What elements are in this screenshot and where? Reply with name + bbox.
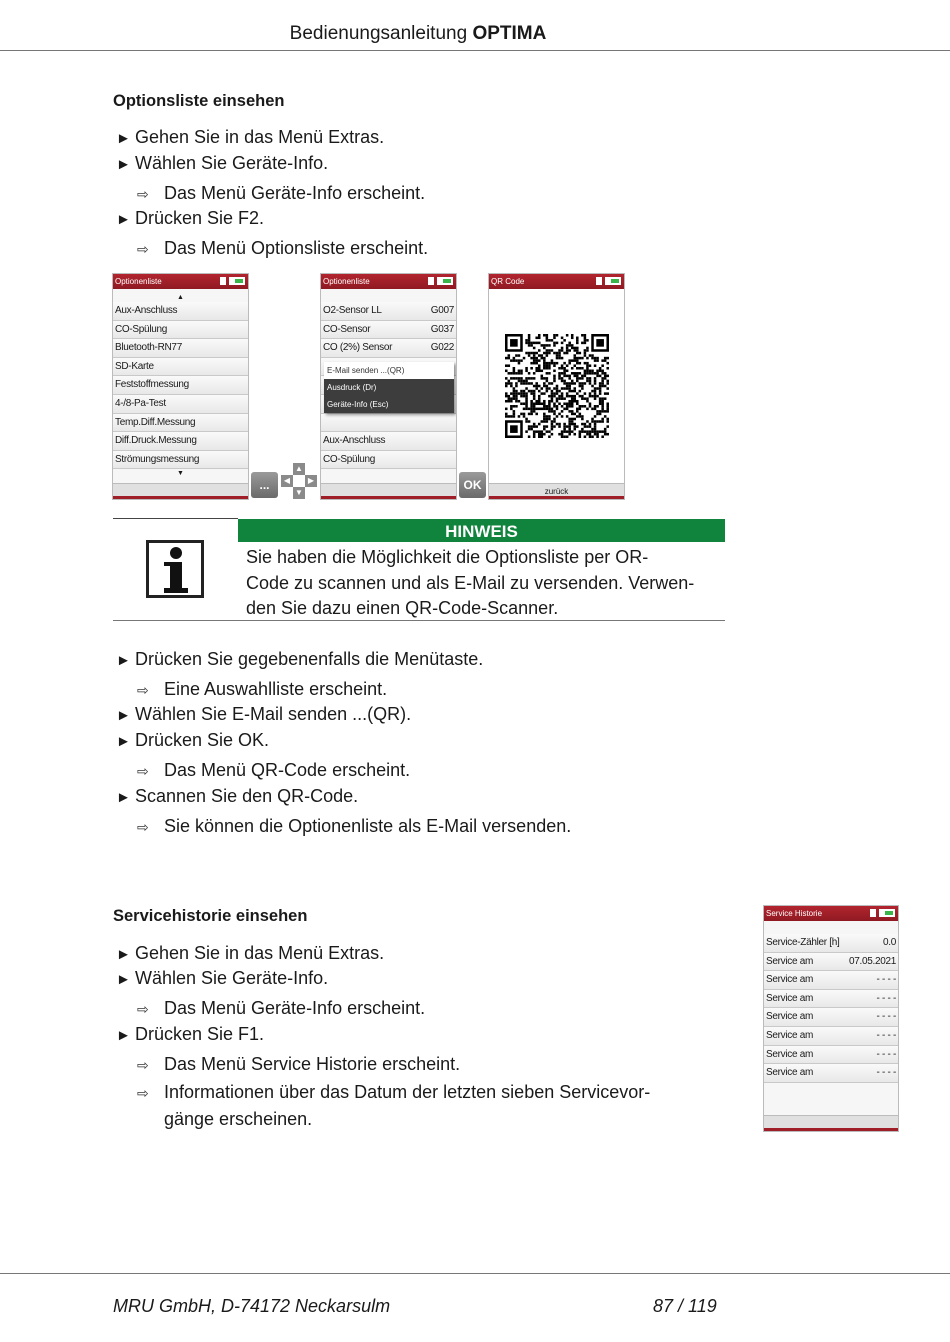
back-button[interactable]: zurück (489, 483, 624, 499)
header-divider (0, 50, 950, 51)
service-row[interactable]: Service am - - - - (764, 1008, 898, 1027)
battery-icon (879, 909, 895, 917)
step-item: ► Drücken Sie OK. (116, 730, 270, 750)
service-row[interactable]: Service am - - - - (764, 1027, 898, 1046)
function-key-bar (764, 1115, 898, 1131)
dpad-icon[interactable] (281, 463, 317, 499)
step-item: ► Gehen Sie in das Menü Extras. (116, 127, 385, 147)
dpad-up-icon[interactable]: ▲ (293, 463, 305, 475)
result-item: ⇨ Eine Auswahlliste erscheint. (137, 679, 388, 699)
result-item: ⇨ Das Menü Optionsliste erscheint. (137, 238, 429, 258)
hint-divider-bottom (113, 620, 725, 621)
service-row[interactable]: Service am - - - - (764, 971, 898, 990)
device-screen-optionenliste-1 (112, 273, 249, 500)
battery-icon (605, 277, 621, 285)
bluetooth-icon (428, 277, 434, 285)
screen-title-bar: Service Historie (764, 906, 898, 921)
battery-icon (229, 277, 245, 285)
option-row[interactable]: Aux-Anschluss (113, 302, 248, 321)
option-row[interactable]: 4-/8-Pa-Test (113, 395, 248, 414)
footer-divider (0, 1273, 950, 1274)
step-arrow-icon: ► (116, 946, 131, 963)
result-arrow-icon: ⇨ (137, 1001, 149, 1017)
scroll-down-icon[interactable]: ▼ (177, 470, 184, 478)
function-key-bar (321, 483, 456, 499)
bluetooth-icon (596, 277, 602, 285)
step-item: ► Drücken Sie F1. (116, 1024, 265, 1044)
dpad-down-icon[interactable]: ▼ (293, 487, 305, 499)
dpad-left-icon[interactable]: ◀ (281, 475, 293, 487)
device-screen-service-historie (763, 905, 899, 1132)
footer-page-number: 87 / 119 (653, 1296, 717, 1316)
bluetooth-icon (870, 909, 876, 917)
step-arrow-icon: ► (116, 652, 131, 669)
page-header-title: Bedienungsanleitung OPTIMA (289, 23, 547, 44)
step-item: ► Wählen Sie E-Mail senden ...(QR). (116, 704, 412, 724)
result-arrow-icon: ⇨ (137, 241, 149, 257)
service-row[interactable]: Service am 07.05.2021 (764, 953, 898, 972)
bluetooth-icon (220, 277, 226, 285)
result-arrow-icon: ⇨ (137, 763, 149, 779)
step-item: ► Drücken Sie F2. (116, 208, 265, 228)
screen-title-bar: QR Code (489, 274, 624, 289)
battery-icon (437, 277, 453, 285)
option-row[interactable]: Bluetooth-RN77 (113, 339, 248, 358)
result-arrow-icon: ⇨ (137, 1057, 149, 1073)
option-row[interactable]: Diff.Druck.Messung (113, 432, 248, 451)
step-arrow-icon: ► (116, 156, 131, 173)
option-row[interactable]: O2-Sensor LL G007 (321, 302, 456, 321)
option-row[interactable]: Temp.Diff.Messung (113, 414, 248, 433)
option-row[interactable]: CO (2%) Sensor G022 (321, 339, 456, 358)
scroll-up-icon[interactable]: ▲ (177, 294, 184, 301)
section-title-optionsliste: Optionsliste einsehen (113, 92, 285, 110)
popup-item-print[interactable]: Ausdruck (Dr) (327, 383, 377, 392)
option-row[interactable]: Feststoffmessung (113, 376, 248, 395)
result-item: ⇨ Das Menü Service Historie erscheint. (137, 1054, 461, 1074)
info-icon (146, 540, 204, 598)
option-row-hidden (321, 414, 456, 433)
screen-title-bar: Optionenliste (321, 274, 456, 289)
service-list (764, 934, 898, 1083)
option-row[interactable]: Strömungsmessung (113, 451, 248, 470)
result-item: ⇨ Das Menü Geräte-Info erscheint. (137, 183, 426, 203)
step-arrow-icon: ► (116, 733, 131, 750)
option-row[interactable]: Aux-Anschluss (321, 432, 456, 451)
popup-item-email-qr[interactable]: E-Mail senden ...(QR) (324, 362, 454, 379)
result-item: ⇨ Das Menü Geräte-Info erscheint. (137, 998, 426, 1018)
hint-label: HINWEIS (238, 519, 725, 542)
step-arrow-icon: ► (116, 971, 131, 988)
result-arrow-icon: ⇨ (137, 186, 149, 202)
step-item: ► Scannen Sie den QR-Code. (116, 786, 359, 806)
popup-item-device-info[interactable]: Geräte-Info (Esc) (327, 400, 389, 409)
option-row[interactable]: CO-Spülung (113, 321, 248, 340)
hint-divider-top (113, 518, 238, 519)
footer-company: MRU GmbH, D-74172 Neckarsulm (113, 1296, 391, 1316)
result-item: ⇨ Das Menü QR-Code erscheint. (137, 760, 411, 780)
step-arrow-icon: ► (116, 1027, 131, 1044)
service-row[interactable]: Service am - - - - (764, 1064, 898, 1083)
step-arrow-icon: ► (116, 130, 131, 147)
step-arrow-icon: ► (116, 707, 131, 724)
device-screen-optionenliste-2 (320, 273, 457, 500)
service-row[interactable]: Service am - - - - (764, 990, 898, 1009)
result-item: ⇨ Sie können die Optionenliste als E-Mail versenden. (137, 816, 572, 836)
result-item: ⇨ Informationen über das Datum der letzten sieben Servicevor- gänge erscheinen. (137, 1082, 651, 1129)
step-item: ► Gehen Sie in das Menü Extras. (116, 943, 385, 963)
step-arrow-icon: ► (116, 789, 131, 806)
hint-text: Sie haben die Möglichkeit die Optionsliste per OR- Code zu scannen und als E-Mail zu versenden. Verwen- den Sie dazu einen QR-Code-Scanner. (246, 547, 695, 618)
device-screen-qr-code (488, 273, 625, 500)
qr-code-image (505, 334, 609, 438)
section-title-servicehistorie: Servicehistorie einsehen (113, 907, 308, 925)
menu-key-button[interactable]: ... (251, 472, 278, 498)
step-item: ► Wählen Sie Geräte-Info. (116, 153, 329, 173)
product-name: OPTIMA (472, 23, 547, 44)
step-arrow-icon: ► (116, 211, 131, 228)
step-item: ► Drücken Sie gegebenenfalls die Menütaste. (116, 649, 484, 669)
option-row[interactable]: CO-Sensor G037 (321, 321, 456, 340)
option-row[interactable]: SD-Karte (113, 358, 248, 377)
option-row[interactable]: CO-Spülung (321, 451, 456, 470)
function-key-bar (113, 483, 248, 499)
option-list (113, 302, 248, 469)
step-item: ► Wählen Sie Geräte-Info. (116, 968, 329, 988)
result-arrow-icon: ⇨ (137, 1085, 149, 1101)
result-arrow-icon: ⇨ (137, 682, 149, 698)
service-row[interactable]: Service am - - - - (764, 1046, 898, 1065)
result-arrow-icon: ⇨ (137, 819, 149, 835)
screen-title-bar: Optionenliste (113, 274, 248, 289)
selection-popup (324, 362, 454, 413)
dpad-right-icon[interactable]: ▶ (305, 475, 317, 487)
ok-key-button[interactable]: OK (459, 472, 486, 498)
service-row[interactable]: Service-Zähler [h] 0.0 (764, 934, 898, 953)
